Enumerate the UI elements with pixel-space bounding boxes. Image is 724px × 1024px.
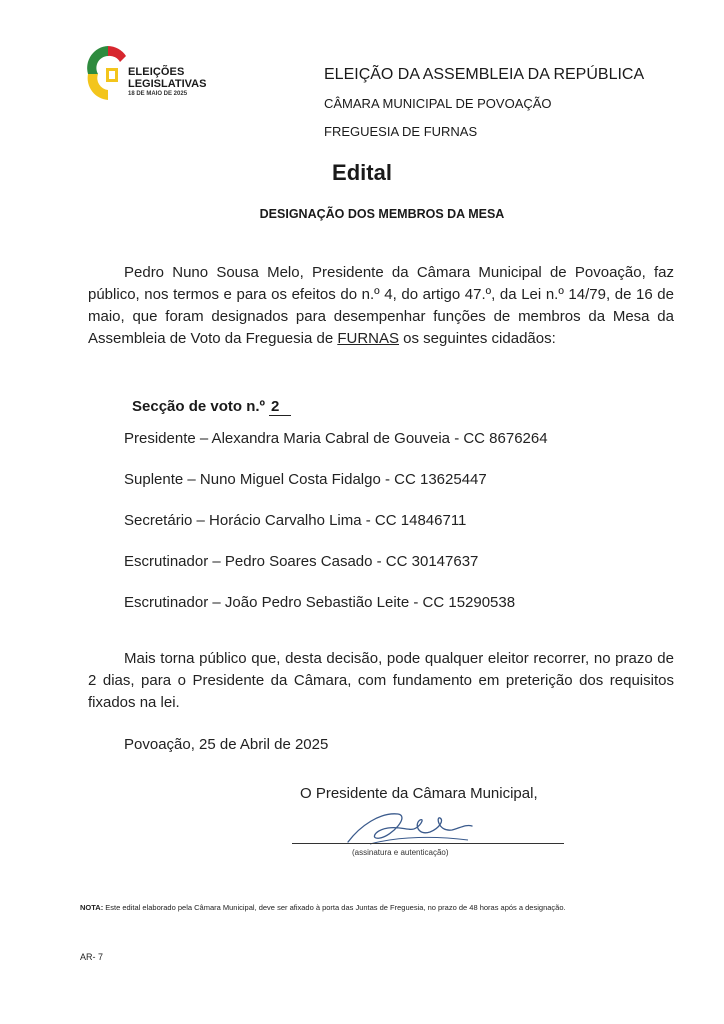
- place-date: Povoação, 25 de Abril de 2025: [124, 736, 329, 753]
- member-scrutineer-1: Escrutinador – Pedro Soares Casado - CC 30147637: [124, 553, 479, 570]
- intro-paragraph: [88, 262, 674, 350]
- signature-line: [292, 843, 564, 844]
- member-substitute: Suplente – Nuno Miguel Costa Fidalgo - CC 13625447: [124, 471, 487, 488]
- note-text: Este edital elaborado pela Câmara Municipal, deve ser afixado à porta das Juntas de Freguesia, no prazo de 48 horas após a designação.: [105, 903, 566, 912]
- section-label: Secção de voto n.º: [132, 398, 266, 415]
- logo-date: 18 DE MAIO DE 2025: [128, 91, 188, 97]
- intro-text: Pedro Nuno Sousa Melo, Presidente da Câmara Municipal de Povoação, faz público, nos termos e para os efeitos do n.º 4, do artigo 47.º, da Lei n.º 14/79, de 16 de maio, que foram designados para desempenhar funções de membros da Mesa da Assembleia de Voto da Freguesia de: [88, 264, 674, 347]
- document-title: Edital: [332, 160, 392, 185]
- handwritten-signature: [340, 806, 480, 848]
- logo-line-1: ELEIÇÕES: [128, 66, 185, 78]
- signatory-title: O Presidente da Câmara Municipal,: [300, 785, 538, 802]
- signature-caption: (assinatura e autenticação): [352, 848, 449, 857]
- member-scrutineer-2: Escrutinador – João Pedro Sebastião Leite - CC 15290538: [124, 594, 516, 611]
- intro-text-end: os seguintes cidadãos:: [403, 330, 556, 347]
- section-number: 2: [269, 398, 291, 416]
- note-label: NOTA:: [80, 903, 104, 912]
- header-municipality: CÂMARA MUNICIPAL DE POVOAÇÃO: [324, 96, 552, 111]
- section-heading: [132, 398, 291, 416]
- appeal-text: Mais torna público que, desta decisão, pode qualquer eleitor recorrer, no prazo de 2 dias, para o Presidente da Câmara, com fundamento em preterição dos requisitos fixados na lei.: [88, 650, 674, 711]
- member-secretary: Secretário – Horácio Carvalho Lima - CC 14846711: [124, 512, 467, 529]
- appeal-paragraph: [88, 648, 674, 714]
- header-parish: FREGUESIA DE FURNAS: [324, 124, 478, 139]
- document-subtitle: DESIGNAÇÃO DOS MEMBROS DA MESA: [259, 207, 505, 221]
- logo-line-2: LEGISLATIVAS: [128, 78, 207, 90]
- form-code: AR- 7: [80, 952, 104, 962]
- header-title: ELEIÇÃO DA ASSEMBLEIA DA REPÚBLICA: [324, 66, 645, 83]
- footer-note: [80, 903, 566, 912]
- intro-parish-name: FURNAS: [337, 330, 399, 347]
- elections-logo: [86, 44, 216, 104]
- member-president: Presidente – Alexandra Maria Cabral de Gouveia - CC 8676264: [124, 430, 548, 447]
- elections-emblem-icon: [86, 44, 130, 104]
